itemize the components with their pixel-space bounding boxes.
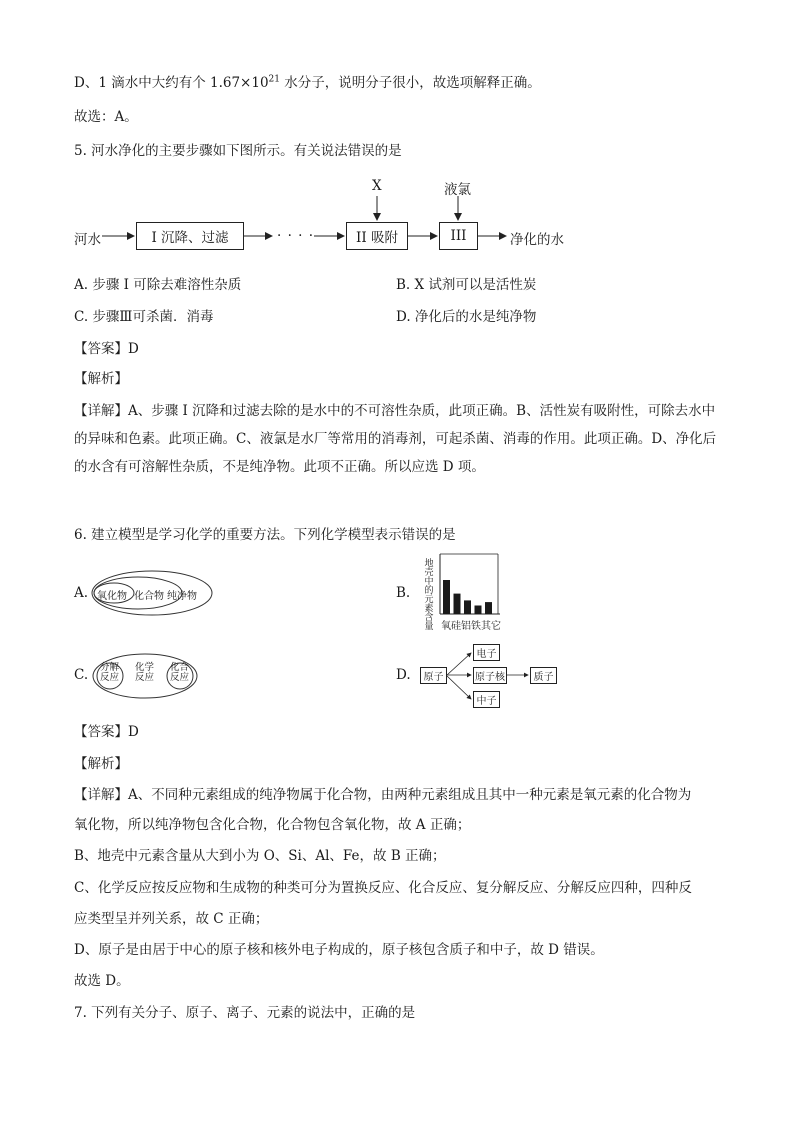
q5-option-c: C. 步骤Ⅲ可杀菌．消毒 — [74, 309, 214, 325]
electron-box: 电子 — [473, 644, 500, 661]
neutron-box: 中子 — [473, 691, 500, 708]
q6-detail-line-1: 【详解】A、不同种元素组成的纯净物属于化合物，由两种元素组成且其中一种元素是氧元素的化合物为 — [74, 787, 692, 803]
ylabel-char: 量 — [424, 622, 434, 632]
flow-step2-box: II 吸附 — [346, 222, 408, 250]
ellipse-inner-label: 氧化物 — [97, 591, 127, 602]
ylabel-char: 含 — [424, 613, 434, 623]
q5-option-b: B. X 试剂可以是活性炭 — [396, 277, 537, 293]
ylabel-char: 素 — [424, 604, 434, 614]
flow-step1-box: I 沉降、过滤 — [136, 222, 244, 250]
q6-stem: 6. 建立模型是学习化学的重要方法。下列化学模型表示错误的是 — [74, 527, 456, 543]
q6-analysis-label: 【解析】 — [74, 756, 128, 772]
proton-box: 质子 — [530, 667, 557, 684]
ylabel-char: 元 — [424, 595, 434, 605]
q6-option-a-letter: A. — [74, 585, 89, 601]
chemical-reaction-label: 化学 反应 — [135, 662, 155, 683]
q6-detail-line-3: B、地壳中元素含量从大到小为 O、Si、Al、Fe，故 B 正确； — [74, 848, 446, 864]
q6-detail-line-7: 故选 D。 — [74, 973, 130, 989]
q5-option-d: D. 净化后的水是纯净物 — [396, 309, 537, 325]
atom-box: 原子 — [420, 667, 447, 684]
q4-option-d-prefix: D、1 滴水中大约有个 1.67×10 — [74, 75, 269, 91]
decomposition-label: 分解 反应 — [100, 662, 120, 683]
ellipse-outer-label: 纯净物 — [167, 591, 197, 602]
q5-detail: 【详解】A、步骤 I 沉降和过滤去除的是水中的不可溶性杂质，此项正确。B、活性炭有吸附性，可除去水中的异味和色素。此项正确。C、液氯是水厂等常用的消毒剂，可起杀菌、消毒的作用。此项正确。D、净化后的水含有可溶解性杂质，不是纯净物。此项不正确。所以应选 D 项。 — [74, 403, 717, 475]
q6-option-b-letter: B. — [396, 585, 411, 601]
ylabel-char: 壳 — [424, 568, 434, 578]
q6-option-c-letter: C. — [74, 667, 89, 683]
q5-answer: 【答案】D — [74, 341, 139, 357]
ellipse-middle-label: 化合物 — [134, 591, 164, 602]
q5-option-a: A. 步骤 I 可除去难溶性杂质 — [74, 277, 242, 293]
flow-result-label: 净化的水 — [510, 232, 564, 248]
ylabel-char: 地 — [424, 559, 434, 569]
ylabel-char: 中 — [424, 577, 434, 587]
q6-detail-line-4: C、化学反应按反应物和生成物的种类可分为置换反应、化合反应、复分解反应、分解反应四种，四种反 — [74, 880, 692, 896]
flow-source-label: 河水 — [74, 232, 101, 248]
q6-answer: 【答案】D — [74, 724, 139, 740]
flow-ellipsis: · · · · — [277, 228, 315, 244]
q5-stem: 5. 河水净化的主要步骤如下图所示。有关说法错误的是 — [74, 143, 402, 159]
q6-option-d-letter: D. — [396, 667, 411, 683]
q6-detail-line-5: 应类型呈并列关系，故 C 正确； — [74, 911, 269, 927]
q4-option-d-suffix: 水分子，说明分子很小，故选项解释正确。 — [280, 75, 541, 91]
q4-answer-line: 故选：A。 — [74, 109, 138, 125]
q5-analysis-label: 【解析】 — [74, 371, 128, 387]
flow-reagent-x: X — [372, 178, 382, 194]
bar-chart-xlabel: 氧硅铝铁其它 — [441, 621, 501, 632]
ylabel-char: 的 — [424, 586, 434, 596]
q7-stem: 7. 下列有关分子、原子、离子、元素的说法中，正确的是 — [74, 1005, 416, 1021]
q4-option-d-exponent: 21 — [268, 74, 280, 85]
q6-detail-line-2: 氧化物，所以纯净物包含化合物，化合物包含氧化物，故 A 正确； — [74, 817, 471, 833]
flow-step3-box: III — [439, 222, 478, 250]
flow-reagent-chlorine: 液氯 — [444, 182, 471, 198]
combination-label: 化合 反应 — [170, 662, 190, 683]
q6-detail-line-6: D、原子是由居于中心的原子核和核外电子构成的，原子核包含质子和中子，故 D 错误。 — [74, 942, 604, 958]
nucleus-box: 原子核 — [473, 667, 507, 684]
